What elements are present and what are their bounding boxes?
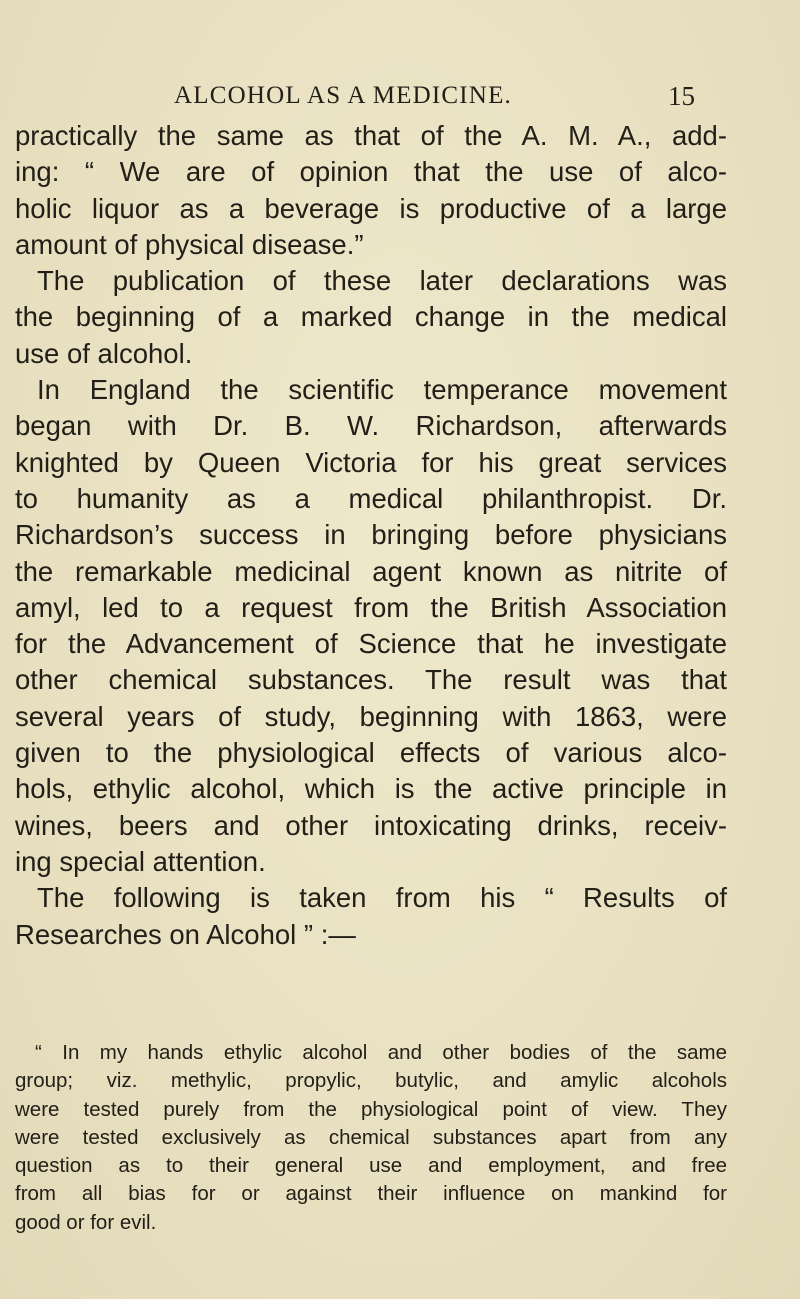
paragraph <box>15 118 727 263</box>
text-line: to humanity as a medical philanthropist. Dr. <box>15 482 727 514</box>
body-text <box>15 118 727 953</box>
text-line: hols, ethylic alcohol, which is the active principle in <box>15 773 727 805</box>
text-line: holic liquor as a beverage is productive of a large <box>15 192 727 224</box>
paragraph <box>15 880 727 953</box>
quote-line: “ In my hands ethylic alcohol and other bodies of the same <box>35 1041 727 1064</box>
quote-paragraph <box>15 1039 727 1067</box>
paragraph <box>15 263 727 372</box>
quote-line: were tested purely from the physiological point of view. They <box>15 1097 727 1121</box>
text-line: the beginning of a marked change in the medical <box>15 301 727 333</box>
quote-line: question as to their general use and employment, and free <box>15 1154 727 1178</box>
running-title: ALCOHOL AS A MEDICINE. <box>174 82 512 109</box>
text-line: The publication of these later declarations was <box>37 265 727 297</box>
text-line: In England the scientific temperance movement <box>37 374 727 406</box>
page-number: 15 <box>668 81 695 111</box>
text-line: several years of study, beginning with 1863, were <box>15 700 727 732</box>
text-line: The following is taken from his “ Results of <box>37 882 727 914</box>
text-line: wines, beers and other intoxicating drinks, receiv- <box>15 809 727 841</box>
block-quote <box>15 1039 727 1237</box>
text-line: amount of physical disease.” <box>15 228 364 260</box>
text-line: began with Dr. B. W. Richardson, afterwards <box>15 410 727 442</box>
text-line: ing special attention. <box>15 845 266 877</box>
text-line: for the Advancement of Science that he investigate <box>15 628 727 660</box>
text-line: use of alcohol. <box>15 337 193 369</box>
text-line: Researches on Alcohol ” :— <box>15 918 356 950</box>
text-line: Richardson’s success in bringing before physicians <box>15 519 727 551</box>
quote-line: were tested exclusively as chemical substances apart from any <box>15 1125 727 1149</box>
text-line: given to the physiological effects of various alco- <box>15 737 727 769</box>
paragraph <box>15 372 727 880</box>
text-line: the remarkable medicinal agent known as nitrite of <box>15 555 727 587</box>
text-line: amyl, led to a request from the British Association <box>15 591 727 623</box>
text-line: other chemical substances. The result was that <box>15 664 727 696</box>
quote-line: from all bias for or against their influence on mankind for <box>15 1182 727 1206</box>
text-line: knighted by Queen Victoria for his great services <box>15 446 727 478</box>
page-header <box>0 78 800 114</box>
quote-line: good or for evil. <box>15 1210 157 1234</box>
quote-line: group; viz. methylic, propylic, butylic, and amylic alcohols <box>15 1069 727 1093</box>
text-line: ing: “ We are of opinion that the use of alco- <box>15 156 727 188</box>
text-line: practically the same as that of the A. M. A., add- <box>15 120 727 151</box>
